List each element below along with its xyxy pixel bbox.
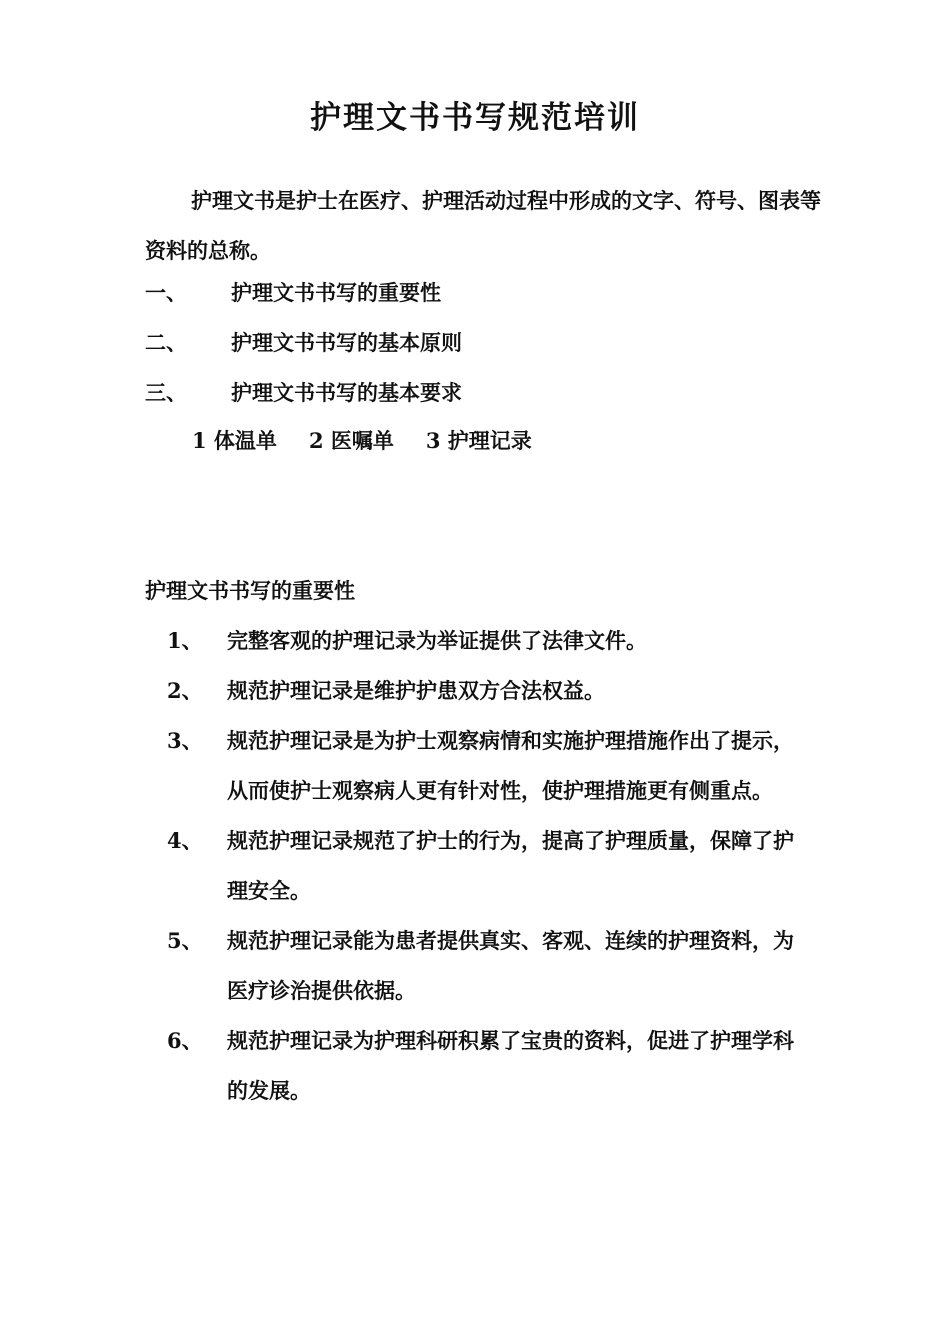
list-item bbox=[145, 916, 825, 1016]
list-item bbox=[145, 716, 825, 816]
outline-text: 护理文书书写的基本原则 bbox=[231, 330, 462, 355]
form-item-doctor-orders: 2 医嘱单 bbox=[308, 428, 394, 453]
outline-list bbox=[145, 268, 825, 418]
outline-item bbox=[145, 368, 825, 418]
list-item-text: 完整客观的护理记录为举证提供了法律文件。 bbox=[227, 628, 647, 653]
form-item-temperature-chart: 1 体温单 bbox=[192, 428, 277, 453]
document-title: 护理文书书写规范培训 bbox=[310, 100, 640, 136]
list-item bbox=[145, 616, 825, 666]
outline-item bbox=[145, 318, 825, 368]
list-item bbox=[145, 666, 825, 716]
list-item-number: 4、 bbox=[167, 828, 203, 853]
list-item bbox=[145, 1016, 825, 1116]
outline-text: 护理文书书写的重要性 bbox=[231, 280, 441, 305]
outline-item bbox=[145, 268, 825, 318]
outline-number: 二、 bbox=[145, 330, 187, 355]
list-item-text: 规范护理记录是为护士观察病情和实施护理措施作出了提示，从而使护士观察病人更有针对性，使护理措施更有侧重点。 bbox=[227, 728, 794, 803]
list-item-number: 5、 bbox=[167, 928, 203, 953]
list-item-text: 规范护理记录为护理科研积累了宝贵的资料，促进了护理学科的发展。 bbox=[227, 1028, 794, 1103]
outline-text: 护理文书书写的基本要求 bbox=[231, 380, 462, 405]
list-item-number: 3、 bbox=[167, 728, 203, 753]
outline-number: 一、 bbox=[145, 280, 187, 305]
importance-list bbox=[145, 616, 825, 1116]
list-item-number: 1、 bbox=[167, 628, 203, 653]
form-item-nursing-record: 3 护理记录 bbox=[425, 428, 532, 453]
list-item-number: 6、 bbox=[167, 1028, 203, 1053]
list-item-number: 2、 bbox=[167, 678, 203, 703]
list-item-text: 规范护理记录是维护护患双方合法权益。 bbox=[227, 678, 605, 703]
forms-line bbox=[192, 416, 532, 466]
list-item-text: 规范护理记录能为患者提供真实、客观、连续的护理资料，为医疗诊治提供依据。 bbox=[227, 928, 794, 1003]
outline-number: 三、 bbox=[145, 380, 187, 405]
list-item bbox=[145, 816, 825, 916]
list-item-text: 规范护理记录规范了护士的行为，提高了护理质量，保障了护理安全。 bbox=[227, 828, 794, 903]
intro-paragraph: 护理文书是护士在医疗、护理活动过程中形成的文字、符号、图表等资料的总称。 bbox=[145, 188, 821, 263]
section-heading: 护理文书书写的重要性 bbox=[145, 578, 355, 603]
